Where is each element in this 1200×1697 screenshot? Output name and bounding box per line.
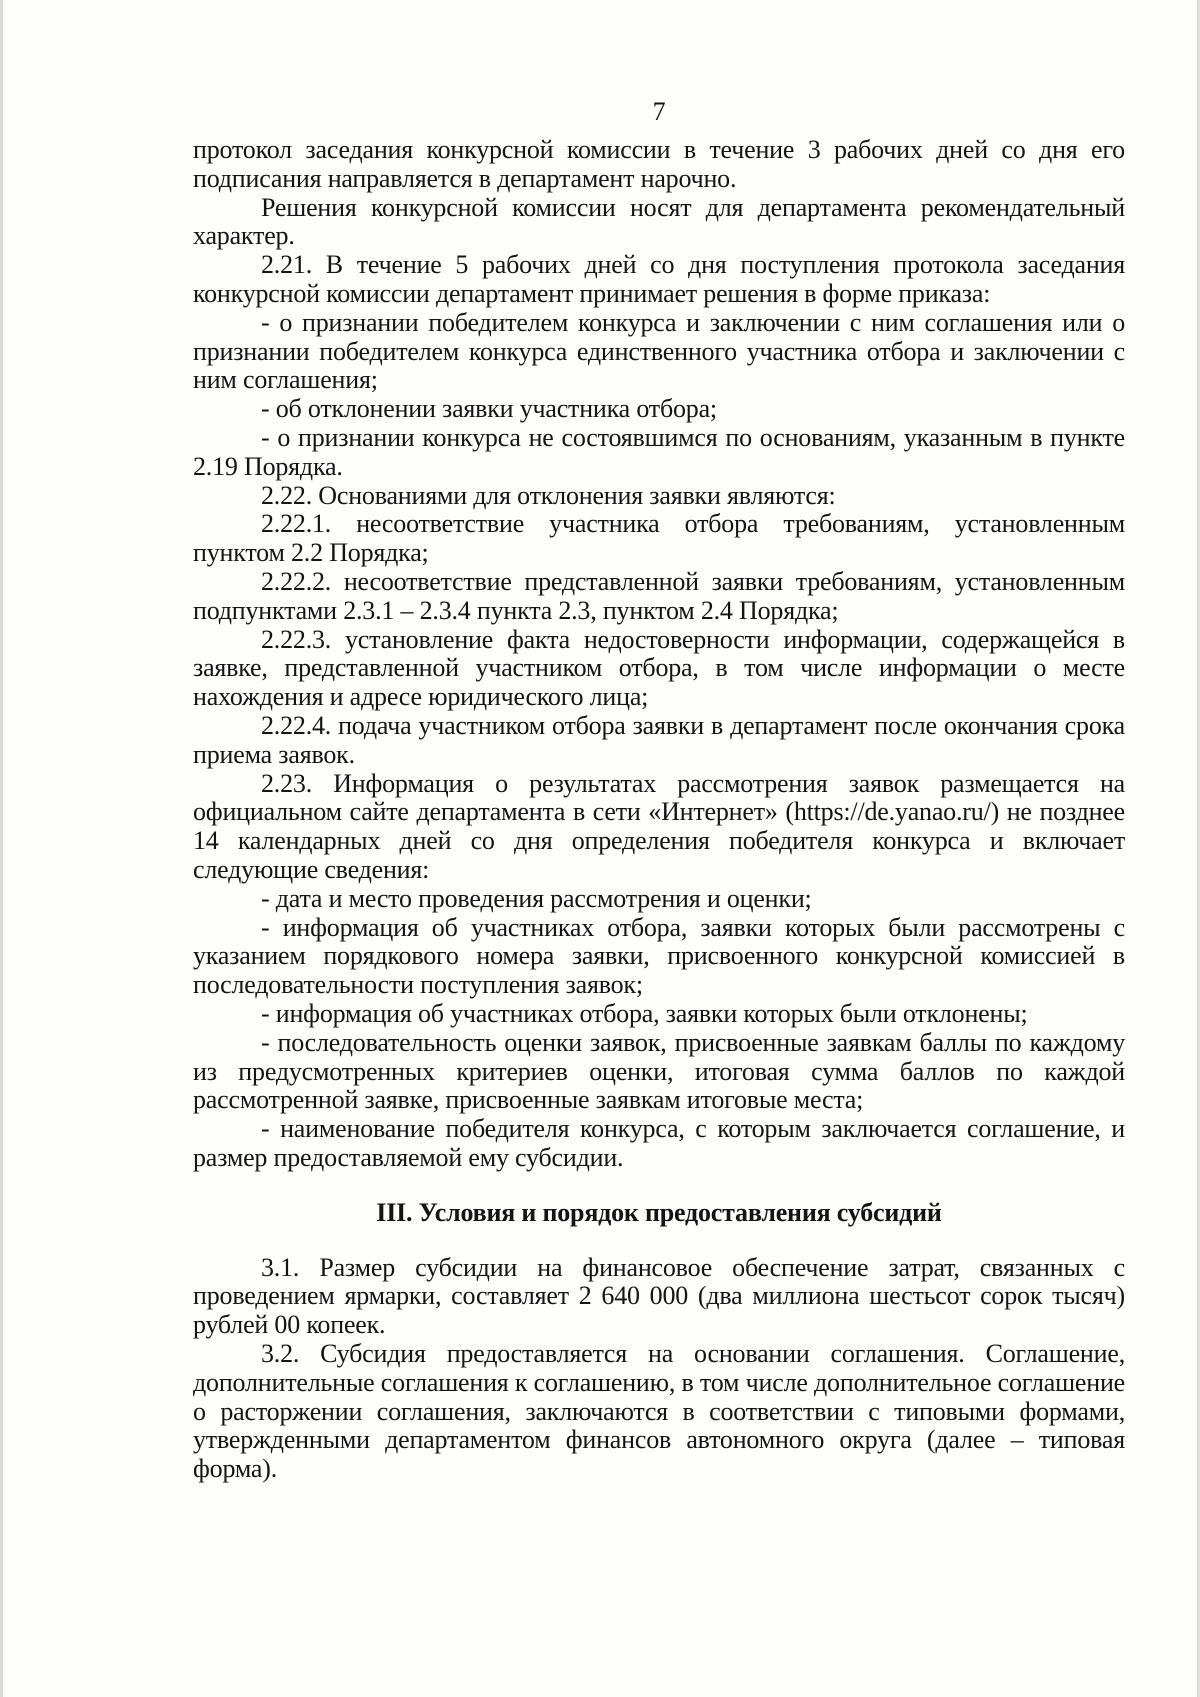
paragraph: - информация об участниках отбора, заявки которых были отклонены;	[261, 998, 1028, 1028]
paragraph: 2.22.1. несоответствие участника отбора требованиям, установленным пунктом 2.2 Порядка;	[193, 509, 1125, 568]
page-number: 7	[652, 97, 666, 126]
paragraph: 2.23. Информация о результатах рассмотрения заявок размещается на официальном сайте департамента в сети «Интернет» (https://de.yanao.ru/) не позднее 14 календарных дней со дня определения победителя конкурса и включает следующие сведения:	[193, 768, 1125, 884]
paragraph: 2.22. Основаниями для отклонения заявки являются:	[261, 480, 836, 510]
section-heading: III. Условия и порядок предоставления субсидий	[376, 1197, 942, 1227]
paragraph: 2.22.4. подача участником отбора заявки в департамент после окончания срока приема заявок.	[193, 710, 1125, 769]
paragraph: 2.22.2. несоответствие представленной заявки требованиям, установленным подпунктами 2.3.1 – 2.3.4 пункта 2.3, пунктом 2.4 Порядка;	[193, 566, 1125, 625]
paragraph: протокол заседания конкурсной комиссии в течение 3 рабочих дней со дня его подписания направляется в департамент нарочно.	[193, 135, 1125, 193]
paragraph: - наименование победителя конкурса, с которым заключается соглашение, и размер предоставляемой ему субсидии.	[193, 1114, 1125, 1172]
paragraph: 3.2. Субсидия предоставляется на основании соглашения. Соглашение, дополнительные соглашения к соглашению, в том числе дополнительное соглашение о расторжении соглашения, заключаются в соответствии с типовыми формами, утвержденными департаментом финансов автономного округа (далее – типовая форма).	[193, 1339, 1125, 1484]
paragraph: - последовательность оценки заявок, присвоенные заявкам баллы по каждому из предусмотренных критериев оценки, итоговая сумма баллов по каждой рассмотренной заявке, присвоенные заявкам итоговые места;	[193, 1027, 1125, 1115]
body-text-bottom	[193, 1254, 1125, 1484]
paragraph: 2.22.3. установление факта недостоверности информации, содержащейся в заявке, представленной участником отбора, в том числе информации о месте нахождения и адресе юридического лица;	[193, 624, 1125, 712]
paragraph: Решения конкурсной комиссии носят для департамента рекомендательный характер.	[193, 192, 1125, 251]
paragraph: 3.1. Размер субсидии на финансовое обеспечение затрат, связанных с проведением ярмарки, составляет 2 640 000 (два миллиона шестьсот сорок тысяч) рублей 00 копеек.	[193, 1252, 1125, 1340]
paragraph: - о признании конкурса не состоявшимся по основаниям, указанным в пункте 2.19 Порядка.	[193, 422, 1125, 481]
paragraph: - дата и место проведения рассмотрения и оценки;	[261, 883, 812, 913]
paragraph: - об отклонении заявки участника отбора;	[261, 394, 717, 424]
scan-edge-left	[0, 0, 3, 1697]
body-text-top	[193, 136, 1125, 1173]
paragraph: - информация об участниках отбора, заявки которых были рассмотрены с указанием порядкового номера заявки, присвоенного конкурсной комиссией в последовательности поступления заявок;	[193, 912, 1125, 1000]
paragraph: - о признании победителем конкурса и заключении с ним соглашения или о признании победителем конкурса единственного участника отбора и заключении с ним соглашения;	[193, 307, 1125, 395]
paragraph: 2.21. В течение 5 рабочих дней со дня поступления протокола заседания конкурсной комиссии департамент принимает решения в форме приказа:	[193, 250, 1125, 308]
page-content	[193, 98, 1125, 1484]
